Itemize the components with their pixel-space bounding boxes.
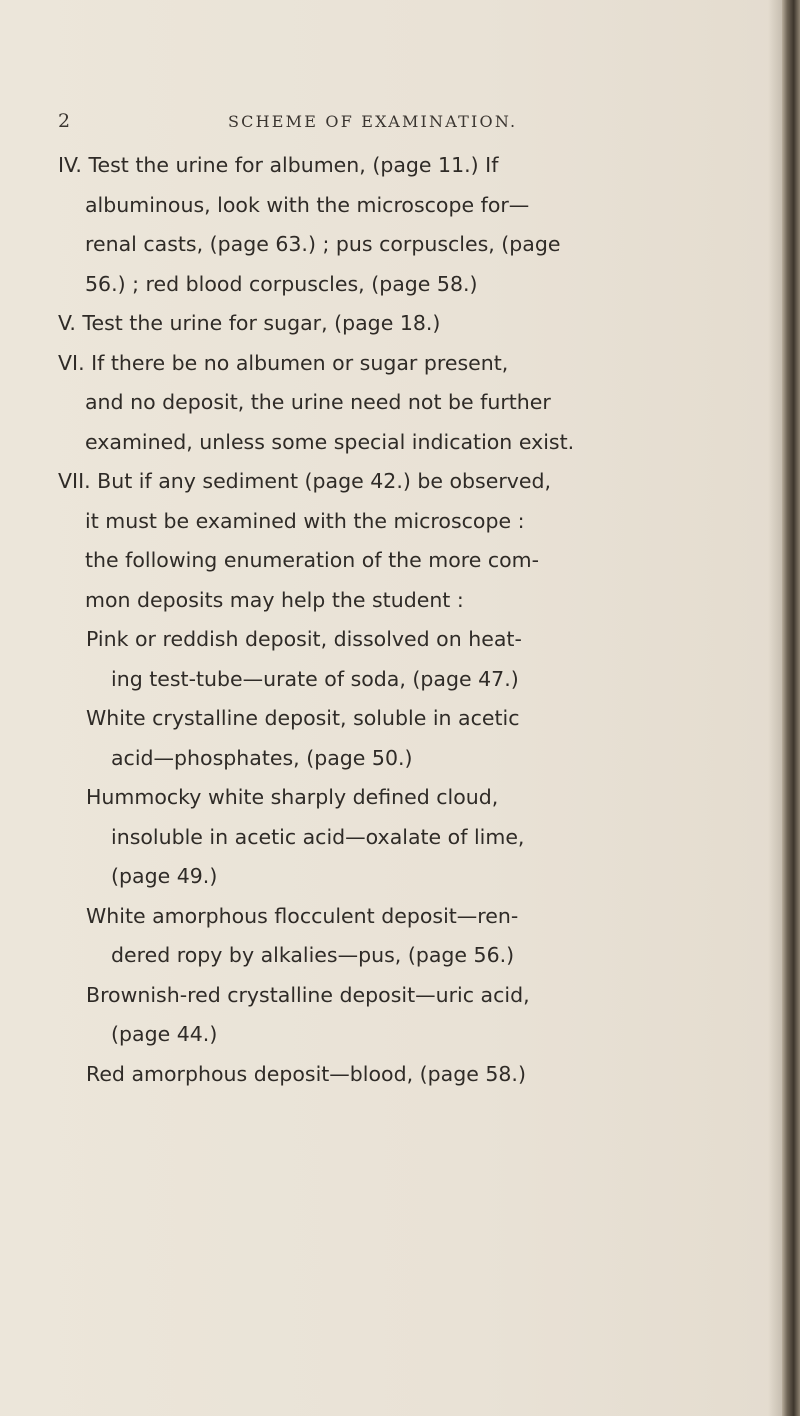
text-line: it must be examined with the microscope : [85, 508, 525, 533]
text-line: IV. Test the urine for albumen, (page 11.) If [58, 153, 499, 177]
text-line: acid—phosphates, (page 50.) [111, 745, 413, 770]
text-line: albuminous, look with the microscope for— [85, 192, 530, 217]
text-line: 56.) ; red blood corpuscles, (page 58.) [85, 271, 478, 296]
page-header [0, 110, 782, 136]
text-line: (page 44.) [111, 1022, 218, 1046]
list-item: Hummocky white sharply defined cloud, [86, 785, 499, 809]
page-edge [782, 0, 800, 1416]
list-item: Pink or reddish deposit, dissolved on heat- [86, 627, 522, 651]
text-line: (page 49.) [111, 864, 218, 888]
text-line: VI. If there be no albumen or sugar present, [58, 350, 509, 375]
list-item: Brownish-red crystalline deposit—uric acid, [86, 982, 530, 1007]
list-item: Red amorphous deposit—blood, (page 58.) [86, 1061, 526, 1086]
text-line: examined, unless some special indication exist. [85, 429, 575, 454]
page-gutter-shadow [768, 0, 782, 1416]
running-head: SCHEME OF EXAMINATION. [228, 112, 518, 131]
text-line: the following enumeration of the more com- [85, 548, 540, 572]
text-line: ing test-tube—urate of soda, (page 47.) [111, 666, 519, 691]
text-line: insoluble in acetic acid—oxalate of lime, [111, 824, 525, 849]
text-line: renal casts, (page 63.) ; pus corpuscles, (page [85, 232, 561, 256]
text-line: dered ropy by alkalies—pus, (page 56.) [111, 943, 515, 967]
text-line: and no deposit, the urine need not be further [85, 390, 551, 414]
text-line: VII. But if any sediment (page 42.) be observed, [58, 469, 552, 493]
list-item: White crystalline deposit, soluble in acetic [86, 706, 520, 730]
list-item: White amorphous flocculent deposit—ren- [86, 903, 519, 928]
text-line: mon deposits may help the student : [85, 587, 464, 612]
page-number: 2 [58, 110, 72, 132]
text-line: V. Test the urine for sugar, (page 18.) [58, 311, 441, 335]
body-text [0, 146, 782, 1094]
